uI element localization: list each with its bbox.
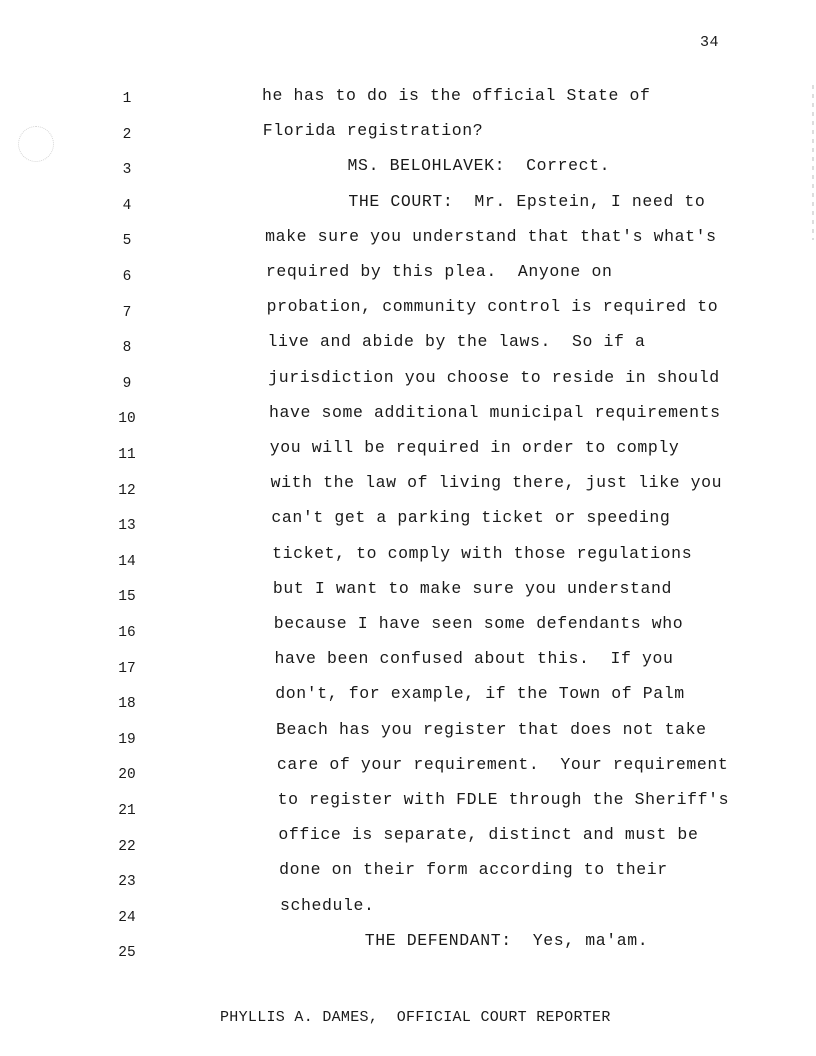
transcript-line: probation, community control is required to bbox=[266, 297, 719, 317]
line-number: 19 bbox=[118, 731, 136, 748]
line-number: 22 bbox=[118, 838, 136, 855]
transcript-line: Florida registration? bbox=[262, 121, 484, 141]
line-number: 3 bbox=[122, 162, 132, 179]
line-number: 18 bbox=[118, 696, 136, 713]
line-number: 24 bbox=[118, 909, 136, 926]
line-number: 17 bbox=[118, 660, 136, 677]
seal-stamp bbox=[18, 126, 54, 162]
line-number: 6 bbox=[122, 269, 132, 285]
line-number: 9 bbox=[122, 375, 132, 392]
line-number: 1 bbox=[122, 91, 132, 107]
line-number: 5 bbox=[122, 233, 132, 250]
transcript-line: done on their form according to their bbox=[279, 860, 668, 880]
page-number: 34 bbox=[700, 34, 720, 51]
transcript-line: schedule. bbox=[279, 895, 375, 915]
line-number: 4 bbox=[122, 197, 132, 214]
transcript-line: have some additional municipal requirements bbox=[269, 402, 721, 422]
transcript-line: THE COURT: Mr. Epstein, I need to bbox=[264, 191, 706, 211]
line-number: 25 bbox=[118, 945, 136, 962]
page-edge-mark bbox=[812, 85, 814, 240]
transcript-line: have been confused about this. If you bbox=[274, 649, 674, 669]
transcript-line: he has to do is the official State of bbox=[262, 86, 651, 105]
transcript-line: jurisdiction you choose to reside in should bbox=[268, 367, 720, 387]
line-number: 2 bbox=[122, 126, 132, 143]
transcript-line: required by this plea. Anyone on bbox=[265, 262, 613, 281]
line-number: 15 bbox=[118, 589, 136, 606]
transcript-line: ticket, to comply with those regulations bbox=[272, 543, 693, 563]
transcript-line: but I want to make sure you understand bbox=[272, 578, 672, 598]
line-number: 12 bbox=[118, 482, 136, 499]
transcript-line: don't, for example, if the Town of Palm bbox=[275, 684, 685, 704]
transcript-line: with the law of living there, just like you bbox=[270, 473, 723, 493]
transcript-line: care of your requirement. Your requirement bbox=[276, 754, 729, 774]
transcript-line: to register with FDLE through the Sheriff's bbox=[277, 790, 730, 809]
transcript-line: you will be required in order to comply bbox=[269, 438, 680, 457]
transcript-line: because I have seen some defendants who bbox=[273, 614, 684, 633]
line-number: 11 bbox=[118, 447, 136, 463]
transcript-line: Beach has you register that does not take bbox=[276, 719, 707, 739]
line-number: 23 bbox=[118, 874, 136, 891]
line-number: 10 bbox=[118, 411, 136, 428]
line-number: 20 bbox=[118, 767, 136, 784]
transcript-line: make sure you understand that that's what's bbox=[265, 226, 717, 246]
reporter-footer: PHYLLIS A. DAMES, OFFICIAL COURT REPORTER bbox=[220, 1009, 611, 1026]
transcript-line: MS. BELOHLAVEK: Correct. bbox=[263, 156, 611, 176]
transcript-line: THE DEFENDANT: Yes, ma'am. bbox=[280, 930, 649, 950]
line-number: 8 bbox=[122, 340, 132, 357]
line-number: 7 bbox=[122, 304, 132, 321]
transcript-line: can't get a parking ticket or speeding bbox=[271, 508, 671, 528]
line-number: 16 bbox=[118, 625, 136, 641]
transcript-line: office is separate, distinct and must be bbox=[278, 825, 699, 845]
line-number: 14 bbox=[118, 553, 136, 570]
line-number: 13 bbox=[118, 518, 136, 535]
transcript-line: live and abide by the laws. So if a bbox=[267, 332, 646, 352]
line-number: 21 bbox=[118, 803, 136, 819]
